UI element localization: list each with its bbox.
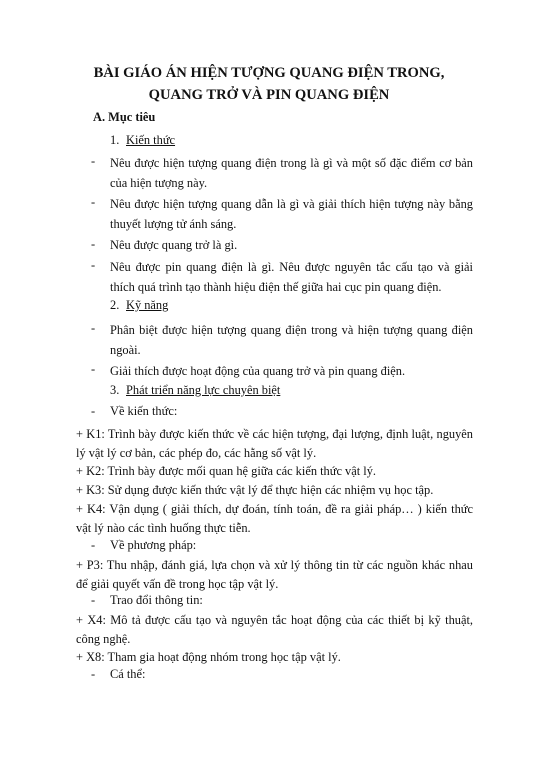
subheading-number: 1. — [110, 133, 120, 147]
document-title — [60, 62, 478, 106]
bullet-dash: - — [91, 237, 96, 251]
bullet-dash: - — [91, 321, 96, 335]
title-line-2: QUANG TRỞ VÀ PIN QUANG ĐIỆN — [148, 87, 390, 103]
competency-x8: + X8: Tham gia hoạt động nhóm trong học tập vật lý. — [76, 650, 341, 664]
competency-k3: + K3: Sử dụng được kiến thức vật lý để thực hiện các nhiệm vụ học tập. — [76, 483, 434, 497]
subheading-knowledge — [110, 133, 175, 148]
bullet-dash: - — [91, 593, 96, 607]
competency-x4: + X4: Mô tả được cấu tạo và nguyên tắc hoạt động của các thiết bị kỹ thuật, công nghệ. — [76, 613, 473, 646]
skill-item-2: Giải thích được hoạt động của quang trở và pin quang điện. — [110, 364, 406, 378]
bullet-dash: - — [91, 195, 96, 209]
title-line-1: BÀI GIÁO ÁN HIỆN TƯỢNG QUANG ĐIỆN TRONG, — [93, 65, 445, 81]
subheading-competencies — [110, 383, 280, 398]
competency-p3: + P3: Thu nhập, đánh giá, lựa chọn và xử lý thông tin từ các nguồn khác nhau để giải quyết vấn đề trong học tập vật lý. — [76, 558, 473, 591]
competency-k2: + K2: Trình bày được mối quan hệ giữa các kiến thức vật lý. — [76, 464, 377, 478]
competency-k1: + K1: Trình bày được kiến thức về các hiện tượng, đại lượng, định luật, nguyên lý vật lý cơ bản, các phép đo, các hằng số vật lý. — [76, 427, 473, 460]
bullet-dash: - — [91, 362, 96, 376]
section-heading-a: A. Mục tiêu — [93, 110, 156, 124]
bullet-dash: - — [91, 154, 96, 168]
subheading-label: Kỹ năng — [126, 298, 169, 312]
subheading-skills — [110, 298, 168, 313]
bullet-dash: - — [91, 404, 96, 418]
method-group-heading: Về phương pháp: — [110, 538, 197, 552]
competency-k4: + K4: Vận dụng ( giải thích, dự đoán, tính toán, đề ra giải pháp… ) kiến thức vật lý nào các tình huống thực tiễn. — [76, 502, 473, 535]
knowledge-group-heading: Về kiến thức: — [110, 404, 178, 418]
skill-item-1: Phân biệt được hiện tượng quang điện trong và hiện tượng quang điện ngoài. — [110, 323, 473, 357]
knowledge-item-1: Nêu được hiện tượng quang điện trong là gì và một số đặc điểm cơ bản của hiện tượng này. — [110, 156, 473, 190]
communication-group-heading: Trao đổi thông tin: — [110, 593, 203, 607]
individual-group-heading: Cá thể: — [110, 667, 146, 681]
knowledge-item-2: Nêu được hiện tượng quang dẫn là gì và giải thích hiện tượng này bằng thuyết lượng tử ánh sáng. — [110, 197, 473, 231]
subheading-number: 2. — [110, 298, 120, 312]
subheading-number: 3. — [110, 383, 120, 397]
knowledge-item-4: Nêu được pin quang điện là gì. Nêu được nguyên tắc cấu tạo và giải thích quá trình tạo thành hiệu điện thế giữa hai cục pin quang điện. — [110, 260, 473, 294]
subheading-label: Kiến thức — [126, 133, 176, 147]
bullet-dash: - — [91, 667, 96, 681]
subheading-label: Phát triển năng lực chuyên biệt — [126, 383, 281, 397]
knowledge-item-3: Nêu được quang trở là gì. — [110, 238, 238, 252]
bullet-dash: - — [91, 538, 96, 552]
bullet-dash: - — [91, 258, 96, 272]
